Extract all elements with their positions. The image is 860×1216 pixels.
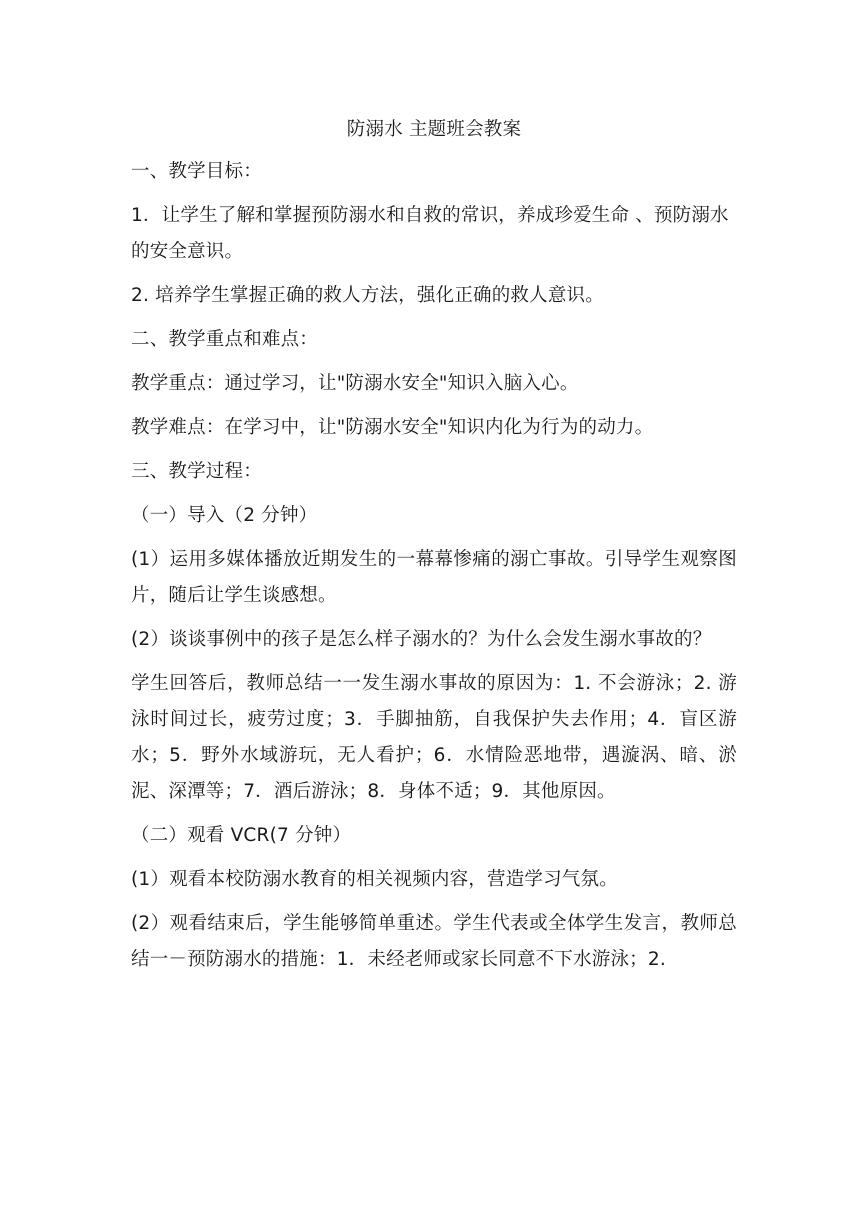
document-body: [131, 112, 737, 986]
document-title: 防溺水 主题班会教案: [346, 119, 522, 140]
intro-step-2: (2）谈谈事例中的孩子是怎么样子溺水的？为什么会发生溺水事故的？: [131, 629, 712, 650]
section-heading-process: 三、教学过程：: [131, 461, 262, 482]
section-heading-key-points: 二、教学重点和难点：: [131, 329, 319, 350]
section-heading-objectives: 一、教学目标：: [131, 161, 262, 182]
vcr-step-2: (2）观看结束后，学生能够简单重述。学生代表或全体学生发言，教师总结一－预防溺水的措施：1．未经老师或家长同意不下水游泳；2.: [131, 913, 737, 970]
drowning-causes-paragraph: 学生回答后，教师总结一一发生溺水事故的原因为：1. 不会游泳；2. 游泳时间过长，疲劳过度；3．手脚抽筋，自我保护失去作用；4．盲区游水；5．野外水域游玩，无人看护；6．水情险恶地带，遇漩涡、暗、淤泥、深潭等；7．酒后游泳；8．身体不适；9．其他原因。: [131, 673, 737, 802]
subsection-heading-intro: （一）导入（2 分钟）: [131, 505, 318, 526]
objective-item-1: 1．让学生了解和掌握预防溺水和自救的常识，养成珍爱生命 、预防溺水的安全意识。: [131, 205, 729, 262]
difficulty-paragraph: 教学难点：在学习中，让"防溺水安全"知识内化为行为的动力。: [131, 417, 654, 438]
objective-item-2: 2. 培养学生掌握正确的救人方法，强化正确的救人意识。: [131, 285, 604, 306]
subsection-heading-vcr: （二）观看 VCR(7 分钟）: [131, 825, 352, 846]
key-point-paragraph: 教学重点：通过学习，让"防溺水安全"知识入脑入心。: [131, 373, 579, 394]
vcr-step-1: (1）观看本校防溺水教育的相关视频内容，营造学习气氛。: [131, 869, 618, 890]
intro-step-1: (1）运用多媒体播放近期发生的一幕幕惨痛的溺亡事故。引导学生观察图片，随后让学生谈感想。: [131, 549, 737, 606]
